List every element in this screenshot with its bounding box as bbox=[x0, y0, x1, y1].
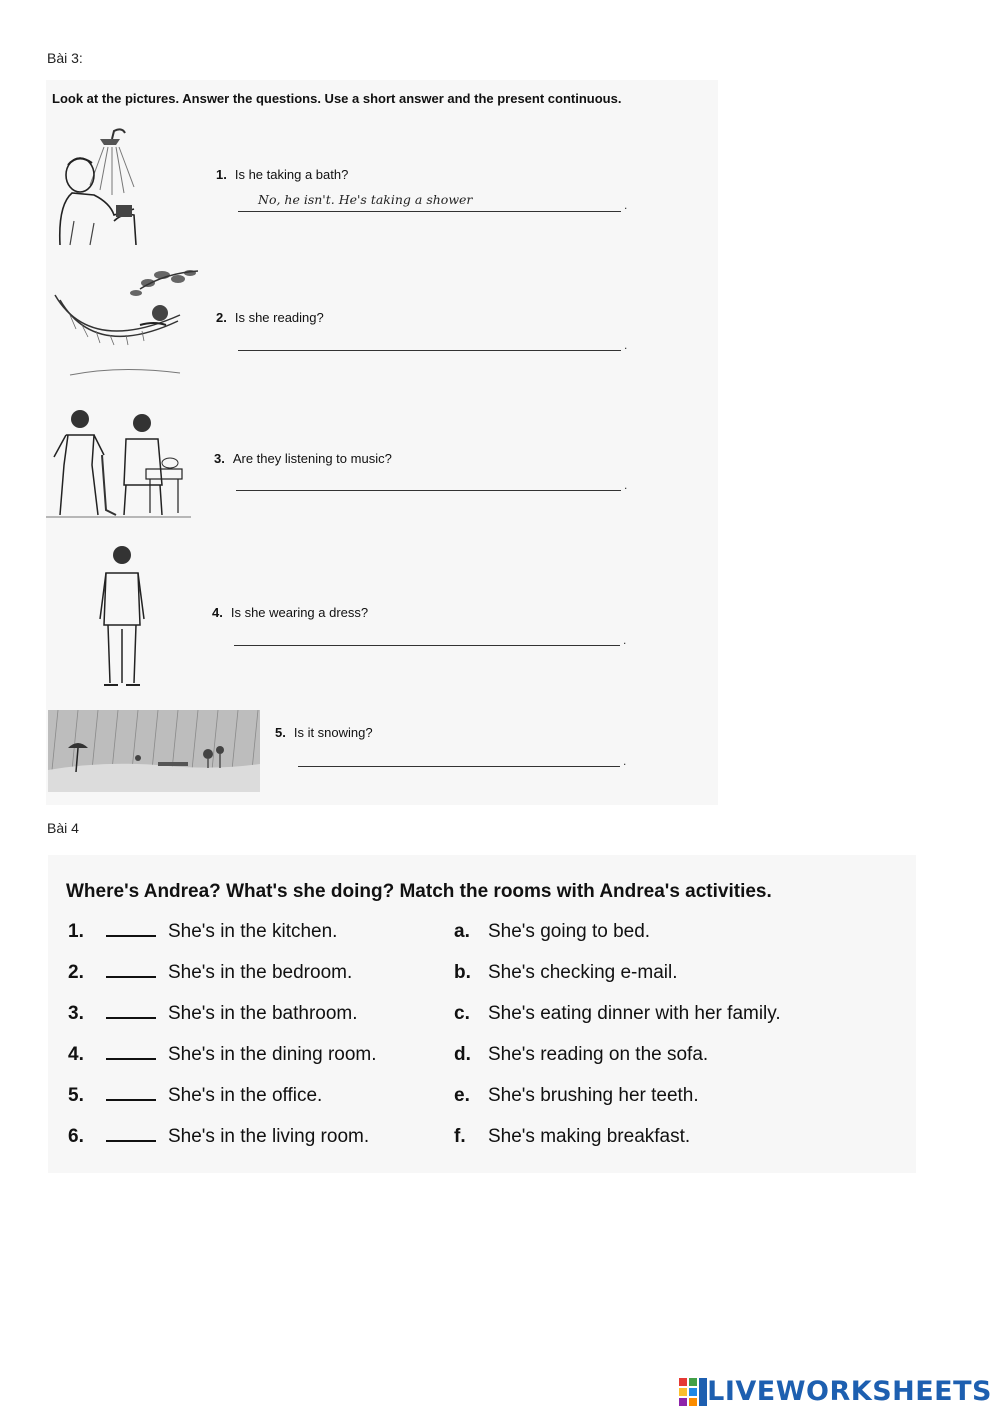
activity-row-a bbox=[454, 921, 650, 943]
section-4-label: Bài 4 bbox=[47, 820, 79, 836]
activity-c-letter: c. bbox=[454, 1003, 470, 1024]
room-1-text: She's in the kitchen. bbox=[168, 921, 338, 942]
liveworksheets-brand-text: LIVEWORKSHEETS bbox=[707, 1376, 992, 1407]
activity-a-text: She's going to bed. bbox=[488, 921, 651, 942]
question-4-number: 4. bbox=[212, 605, 223, 620]
room-row-5 bbox=[68, 1085, 322, 1107]
activity-row-e bbox=[454, 1085, 699, 1107]
activity-e-letter: e. bbox=[454, 1085, 470, 1106]
room-1-number: 1. bbox=[68, 921, 84, 942]
room-row-6 bbox=[68, 1126, 369, 1148]
room-row-2 bbox=[68, 962, 352, 984]
question-3 bbox=[214, 451, 392, 466]
activity-f-text: She's making breakfast. bbox=[488, 1126, 691, 1147]
room-4-number: 4. bbox=[68, 1044, 84, 1065]
match-1-blank[interactable] bbox=[106, 921, 156, 937]
activity-row-d bbox=[454, 1044, 708, 1066]
room-row-3 bbox=[68, 1003, 358, 1025]
question-5 bbox=[275, 725, 373, 740]
rain-landscape-picture bbox=[48, 710, 260, 792]
match-4-blank[interactable] bbox=[106, 1044, 156, 1060]
exercise-4-panel bbox=[48, 855, 916, 1173]
couple-cleaning-picture bbox=[46, 405, 191, 520]
room-4-text: She's in the dining room. bbox=[168, 1044, 377, 1065]
activity-c-text: She's eating dinner with her family. bbox=[488, 1003, 781, 1024]
answer-4-period: . bbox=[623, 633, 627, 647]
activity-a-letter: a. bbox=[454, 921, 470, 942]
activity-b-text: She's checking e-mail. bbox=[488, 962, 678, 983]
answer-2-field[interactable] bbox=[238, 332, 621, 351]
activity-b-letter: b. bbox=[454, 962, 471, 983]
question-5-number: 5. bbox=[275, 725, 286, 740]
woman-hammock-picture bbox=[50, 265, 200, 380]
question-3-text: Are they listening to music? bbox=[232, 451, 392, 466]
match-6-blank[interactable] bbox=[106, 1126, 156, 1142]
man-shower-picture bbox=[50, 125, 155, 250]
room-row-4 bbox=[68, 1044, 377, 1066]
exercise-4-title: Where's Andrea? What's she doing? Match the rooms with Andrea's activities. bbox=[66, 881, 772, 902]
question-4-text: Is she wearing a dress? bbox=[230, 605, 369, 620]
question-3-number: 3. bbox=[214, 451, 225, 466]
room-3-text: She's in the bathroom. bbox=[168, 1003, 358, 1024]
room-2-number: 2. bbox=[68, 962, 84, 983]
room-6-number: 6. bbox=[68, 1126, 84, 1147]
room-5-text: She's in the office. bbox=[168, 1085, 323, 1106]
room-2-text: She's in the bedroom. bbox=[168, 962, 353, 983]
answer-3-period: . bbox=[624, 478, 628, 492]
activity-row-c bbox=[454, 1003, 781, 1025]
question-1-number: 1. bbox=[216, 167, 227, 182]
question-2-text: Is she reading? bbox=[234, 310, 324, 325]
answer-3-field[interactable] bbox=[236, 472, 621, 491]
woman-standing-picture bbox=[92, 543, 152, 693]
match-2-blank[interactable] bbox=[106, 962, 156, 978]
answer-2-period: . bbox=[624, 338, 628, 352]
exercise-3-instruction: Look at the pictures. Answer the questions. Use a short answer and the present continuous. bbox=[52, 91, 622, 106]
liveworksheets-logo bbox=[679, 1376, 992, 1407]
question-1-text: Is he taking a bath? bbox=[234, 167, 349, 182]
activity-row-b bbox=[454, 962, 678, 984]
question-1 bbox=[216, 167, 348, 182]
activity-f-letter: f. bbox=[454, 1126, 466, 1147]
room-row-1 bbox=[68, 921, 337, 943]
question-5-text: Is it snowing? bbox=[293, 725, 373, 740]
exercise-3-panel bbox=[46, 80, 718, 805]
activity-row-f bbox=[454, 1126, 690, 1148]
match-5-blank[interactable] bbox=[106, 1085, 156, 1101]
section-3-label: Bài 3: bbox=[47, 50, 83, 66]
answer-5-field[interactable] bbox=[298, 748, 620, 767]
answer-5-period: . bbox=[623, 754, 627, 768]
activity-e-text: She's brushing her teeth. bbox=[488, 1085, 699, 1106]
activity-d-text: She's reading on the sofa. bbox=[488, 1044, 709, 1065]
liveworksheets-logo-icon bbox=[679, 1378, 707, 1406]
answer-4-field[interactable] bbox=[234, 627, 620, 646]
room-5-number: 5. bbox=[68, 1085, 84, 1106]
question-2 bbox=[216, 310, 324, 325]
answer-1-text: No, he isn't. He's taking a shower bbox=[258, 192, 473, 207]
match-3-blank[interactable] bbox=[106, 1003, 156, 1019]
question-2-number: 2. bbox=[216, 310, 227, 325]
question-4 bbox=[212, 605, 368, 620]
activity-d-letter: d. bbox=[454, 1044, 471, 1065]
answer-1-period: . bbox=[624, 198, 628, 212]
room-6-text: She's in the living room. bbox=[168, 1126, 370, 1147]
room-3-number: 3. bbox=[68, 1003, 84, 1024]
